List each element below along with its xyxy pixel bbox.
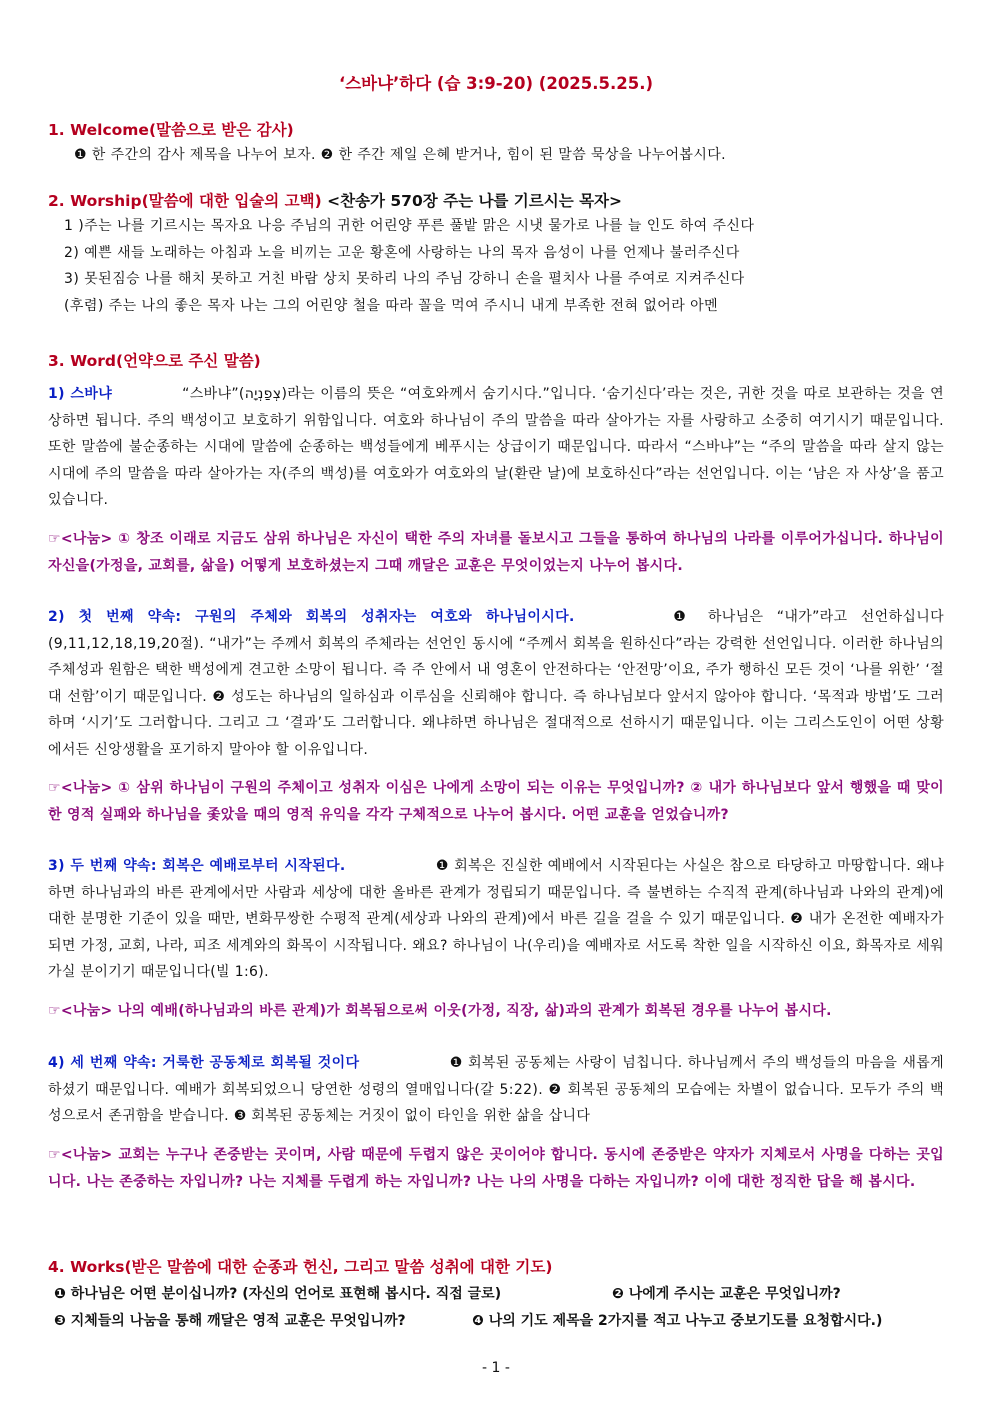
hymn-verse-3: 3) 못된짐승 나를 해치 못하고 거친 바람 상치 못하리 나의 주님 강하니 손을 펼치사 나를 주여로 지켜주신다 <box>64 271 745 287</box>
works-question-1: ❶ 하나님은 어떤 분이십니까? (자신의 언어로 표현해 봅시다. 직접 글로) <box>54 1286 502 1302</box>
page-title: ‘스바냐’하다 (습 3:9-20) (2025.5.25.) <box>338 74 654 93</box>
share-question-2: ☞<나눔> ① 삼위 하나님이 구원의 주체이고 성취자 이심은 나에게 소망이 되는 이유는 무엇입니까? ② 내가 하나님보다 앞서 행했을 때 맞이한 영적 실패와 하나님을 좇았을 때의 영적 유익을 각각 구체적으로 나누어 봅시다. 어떤 교훈을 얻었습니까? <box>48 780 944 823</box>
share-question-3: ☞<나눔> 나의 예배(하나님과의 바른 관계)가 회복됨으로써 이웃(가정, 직장, 삶)과의 관계가 회복된 경우를 나누어 봅시다. <box>48 1003 832 1019</box>
section-2-body: ❶ 하나님은 “내가”라고 선언하십니다(9,11,12,18,19,20절). “내가”는 주께서 회복의 주체라는 선언인 동시에 “주께서 회복을 원하신다”라는 강력한 선언입니다. 이러한 하나님의 주체성과 원함은 택한 백성에게 견고한 소망이 됩니다. 즉 주 안에서 내 영혼이 안전하다는 ‘안전망’이요, 주가 행하신 모든 것이 ‘나를 위한’ ‘절대 선함’이기 때문입니다. ❷ 성도는 하나님의 일하심과 이루심을 신뢰해야 합니다. 즉 하나님보다 앞서지 않아야 합니다. ‘목적과 방법’도 그러하며 ‘시기’도 그러합니다. 그리고 그 ‘결과’도 그러합니다. 왜냐하면 하나님은 절대적으로 선하시기 때문입니다. 이는 그리스도인이 어떤 상황에서든 신앙생활을 포기하지 말아야 할 이유입니다. <box>48 609 944 758</box>
works-heading: 4. Works(받은 말씀에 대한 순종과 헌신, 그리고 말씀 성취에 대한 기도) <box>48 1258 553 1276</box>
word-section-2 <box>48 604 944 764</box>
works-question-4: ❹ 나의 기도 제목을 2가지를 적고 나누고 중보기도를 요청합시다.) <box>472 1313 883 1329</box>
word-section-3 <box>48 853 944 986</box>
section-4-body: ❶ 회복된 공동체는 사랑이 넘칩니다. 하나님께서 주의 백성들의 마음을 새롭게 하셨기 때문입니다. 예배가 회복되었으니 당연한 성령의 열매입니다(갈 5:22). ❷ 회복된 공동체의 모습에는 차별이 없습니다. 모두가 주의 백성으로서 존귀함을 받습니다. ❸ 회복된 공동체는 거짓이 없이 타인을 위한 삶을 삽니다 <box>48 1055 944 1125</box>
hymn-verse-1: 1 )주는 나를 기르시는 목자요 나응 주님의 귀한 어린양 푸른 풀밭 맑은 시냇 물가로 나를 늘 인도 하여 주신다 <box>64 218 755 234</box>
section-3-body: ❶ 회복은 진실한 예배에서 시작된다는 사실은 참으로 타당하고 마땅합니다. 왜냐하면 하나님과의 바른 관계에서만 사람과 세상에 대한 올바른 관계가 정립되기 때문입니다. 즉 불변하는 수직적 관계(하나님과 나와의 관계)에 대한 분명한 기준이 있을 때만, 변화무쌍한 수평적 관계(세상과 나와의 관계)에서 바른 길을 걸을 수 있기 때문입니다. ❷ 내가 온전한 예배자가 되면 가정, 교회, 나라, 피조 세계와의 화목이 시작됩니다. 왜요? 하나님이 나(우리)을 예배자로 서도록 착한 일을 시작하신 이요, 화목자로 세워가실 분이기기 때문입니다(빌 1:6). <box>48 858 944 981</box>
share-question-1: ☞<나눔> ① 창조 이래로 지금도 삼위 하나님은 자신이 택한 주의 자녀를 돌보시고 그들을 통하여 하나님의 나라를 이루어가십니다. 하나님이 자신을(가정을, 교회를, 삶을) 어떻게 보호하셨는지 그때 깨달은 교훈은 무엇이었는지 나누어 봅시다. <box>48 531 944 574</box>
hymn-title: <찬송가 570장 주는 나를 기르시는 목자> <box>327 192 623 210</box>
worship-heading <box>48 189 622 211</box>
word-heading: 3. Word(언약으로 주신 말씀) <box>48 352 261 370</box>
works-question-2: ❷ 나에게 주시는 교훈은 무엇입니까? <box>612 1286 841 1302</box>
works-question-3: ❸ 지체들의 나눔을 통해 깨달은 영적 교훈은 무엇입니까? <box>54 1313 406 1329</box>
welcome-text: ❶ 한 주간의 감사 제목을 나누어 보자. ❷ 한 주간 제일 은혜 받거나, 힘이 된 말씀 묵상을 나누어봅시다. <box>74 147 727 163</box>
word-section-4 <box>48 1050 944 1130</box>
section-2-title: 2) 첫 번째 약속: 구원의 주체와 회복의 성취자는 여호와 하나님이시다. <box>48 609 575 625</box>
word-section-1 <box>48 381 944 514</box>
share-question-4: ☞<나눔> 교회는 누구나 존중받는 곳이며, 사람 때문에 두렵지 않은 곳이어야 합니다. 동시에 존중받은 약자가 지체로서 사명을 다하는 곳입니다. 나는 존중하는 자입니까? 나는 지체를 두렵게 하는 자입니까? 나는 나의 사명을 다하는 자입니까? 이에 대한 정직한 답을 해 봅시다. <box>48 1147 944 1190</box>
section-1-title: 1) 스바냐 <box>48 386 113 402</box>
hymn-verse-2: 2) 예쁜 새들 노래하는 아침과 노을 비끼는 고운 황혼에 사랑하는 나의 목자 음성이 나를 언제나 불러주신다 <box>64 245 740 261</box>
section-1-body: “스바냐”(צְפַנְיָה)라는 이름의 뜻은 “여호와께서 숨기시다.”입니다. ‘숨기신다’라는 것은, 귀한 것을 따로 보관하는 것을 연상하면 됩니다. 주의 백성이고 보호하기 위함입니다. 여호와 하나님이 주의 말씀을 따라 살아가는 자를 사랑하고 소중히 여기시기 때문입니다. 또한 말씀에 불순종하는 시대에 말씀에 순종하는 백성들에게 베푸시는 상급이기 때문입니다. 따라서 “스바냐”는 “주의 말씀을 따라 살지 않는 시대에 주의 말씀을 따라 살아가는 자(주의 백성)를 여호와가 여호와의 날(환란 날)에 보호하신다”라는 선언입니다. 이는 ‘남은 자 사상’을 품고 있습니다. <box>48 386 945 509</box>
page-number: - 1 - <box>482 1360 510 1376</box>
section-3-title: 3) 두 번째 약속: 회복은 예배로부터 시작된다. <box>48 858 346 874</box>
hymn-refrain: (후렴) 주는 나의 좋은 목자 나는 그의 어린양 철을 따라 꼴을 먹여 주시니 내게 부족한 전혀 없어라 아멘 <box>64 298 719 314</box>
worship-heading-label: 2. Worship(말씀에 대한 입술의 고백) <box>48 192 322 210</box>
welcome-heading: 1. Welcome(말씀으로 받은 감사) <box>48 121 294 139</box>
section-4-title: 4) 세 번째 약속: 거룩한 공동체로 회복될 것이다 <box>48 1055 360 1071</box>
